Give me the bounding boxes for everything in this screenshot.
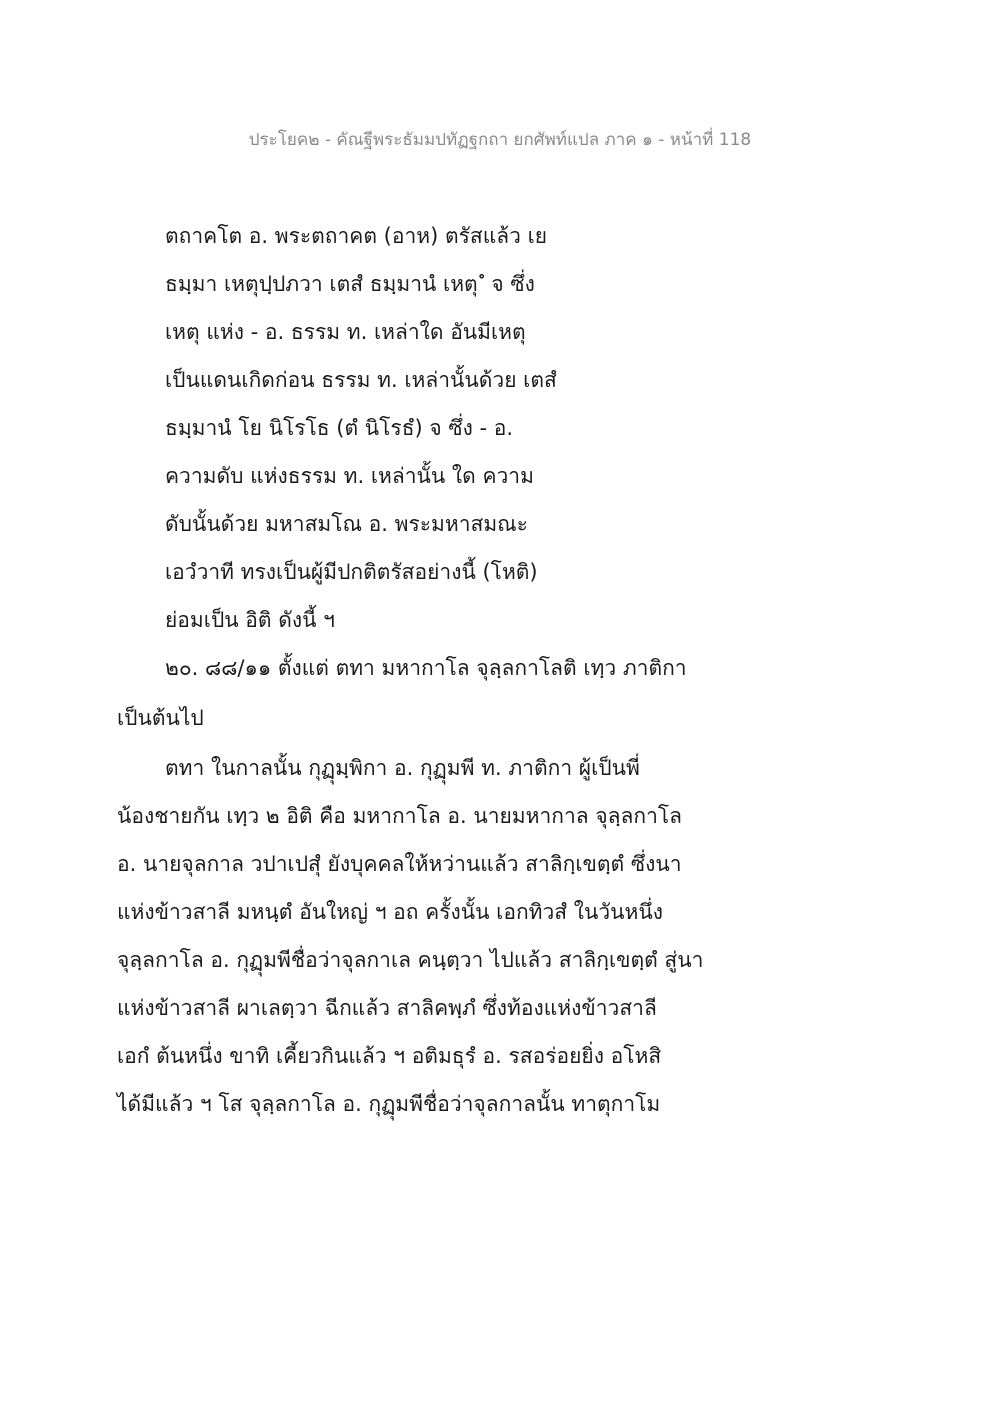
- text-line: ได้มีแล้ว ฯ โส จุลฺลกาโล อ. กุฏุมพีชื่อว่าจุลกาลนั้น ทาตุกาโม: [117, 1092, 661, 1116]
- text-line: จุลฺลกาโล อ. กุฏุมพีชื่อว่าจุลกาเล คนฺตฺวา ไปแล้ว สาลิกฺเขตฺตํ สู่นา: [117, 948, 704, 972]
- text-line: เป็นต้นไป: [117, 706, 204, 730]
- running-header: ประโยค๒ - คัณฐีพระธัมมปทัฏฐกถา ยกศัพท์แปล ภาค ๑ - หน้าที่ 118: [248, 130, 752, 150]
- text-line: เอวํวาที ทรงเป็นผู้มีปกติตรัสอย่างนี้ (โหติ): [165, 560, 538, 584]
- section-heading-line: ๒๐. ๘๘/๑๑ ตั้งแต่ ตทา มหากาโล จุลฺลกาโลติ เทฺว ภาติกา: [165, 656, 687, 680]
- paragraph-start-line: ตทา ในกาลนั้น กุฏุมฺพิกา อ. กุฏุมพี ท. ภาติกา ผู้เป็นพี่: [165, 756, 640, 780]
- text-line: น้องชายกัน เทฺว ๒ อิติ คือ มหากาโล อ. นายมหากาล จุลฺลกาโล: [117, 804, 683, 828]
- text-line: ธมฺมานํ โย นิโรโธ (ตํ นิโรธํ) จ ซึ่ง - อ.: [165, 416, 514, 440]
- text-line: เอกํ ต้นหนึ่ง ขาทิ เคี้ยวกินแล้ว ฯ อติมธุรํ อ. รสอร่อยยิ่ง อโหสิ: [117, 1044, 662, 1068]
- text-line: แห่งข้าวสาลี มหนฺตํ อันใหญ่ ฯ อถ ครั้งนั้น เอกทิวสํ ในวันหนึ่ง: [117, 900, 663, 924]
- text-line: เป็นแดนเกิดก่อน ธรรม ท. เหล่านั้นด้วย เตสํ: [165, 368, 557, 392]
- text-line: ย่อมเป็น อิติ ดังนี้ ฯ: [165, 608, 335, 632]
- text-line: ดับนั้นด้วย มหาสมโณ อ. พระมหาสมณะ: [165, 512, 528, 536]
- text-line: เหตุ แห่ง - อ. ธรรม ท. เหล่าใด อันมีเหตุ: [165, 320, 526, 344]
- text-line: ความดับ แห่งธรรม ท. เหล่านั้น ใด ความ: [165, 464, 534, 488]
- text-line: ธมฺมา เหตุปฺปภวา เตสํ ธมฺมานํ เหตุ ํ จ ซึ่ง: [165, 272, 535, 296]
- text-line: ตถาคโต อ. พระตถาคต (อาห) ตรัสแล้ว เย: [165, 224, 548, 248]
- text-line: อ. นายจุลกาล วปาเปสุํ ยังบุคคลให้หว่านแล้ว สาลิกฺเขตฺตํ ซึ่งนา: [117, 852, 682, 876]
- text-line: แห่งข้าวสาลี ผาเลตฺวา ฉีกแล้ว สาลิคพฺภํ ซึ่งท้องแห่งข้าวสาลี: [117, 996, 657, 1020]
